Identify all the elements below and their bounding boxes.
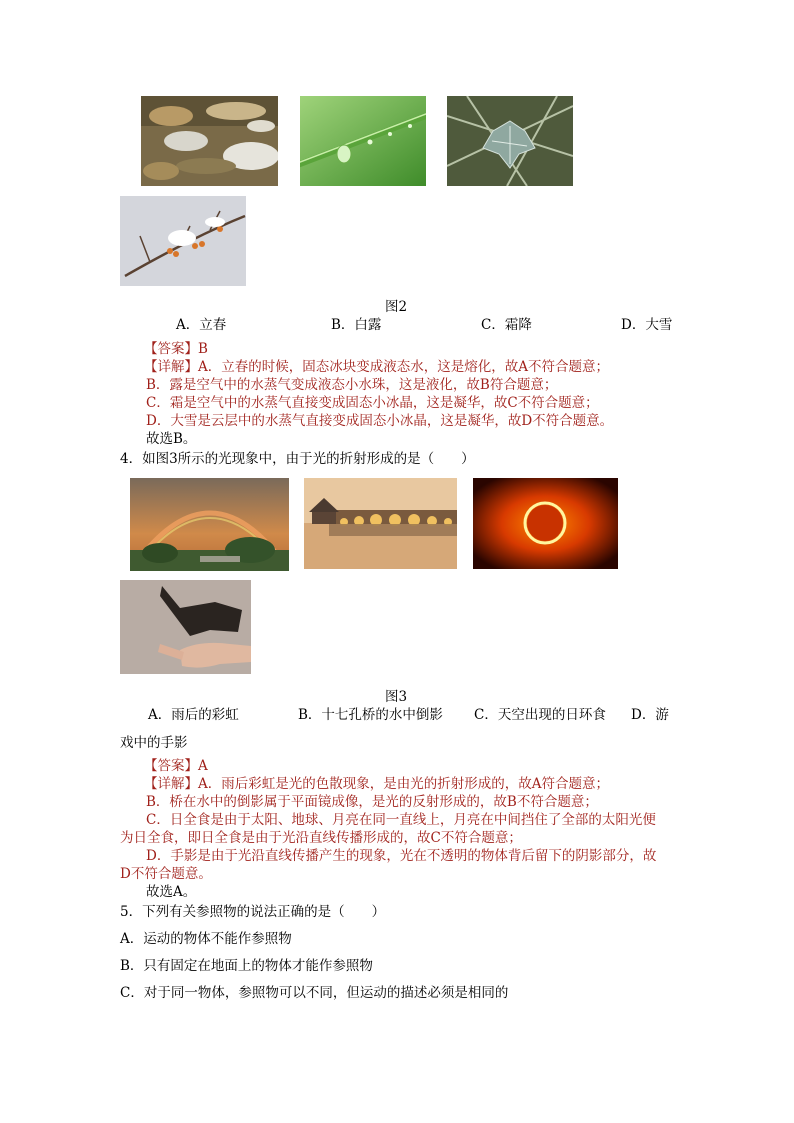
figure3-caption: 图3 [385, 689, 408, 705]
photo-thawing-ice [141, 96, 278, 186]
q3-explain-line: C．霜是空气中的水蒸气直接变成固态小冰晶，这是凝华，故C不符合题意； [146, 395, 599, 411]
q5-option-c: C．对于同一物体，参照物可以不同，但运动的描述必须是相同的 [120, 985, 509, 1001]
q4-option-d: D．游 [631, 707, 669, 723]
fig2-option-d: D．大雪 [621, 317, 673, 333]
q4-answer: 【答案】A [144, 758, 208, 774]
q3-explain-line: B．露是空气中的水蒸气变成液态小水珠，这是液化，故B符合题意； [146, 377, 558, 393]
q4-option-a: A．雨后的彩虹 [148, 707, 239, 723]
photo-hand-shadow [120, 580, 251, 674]
q4-stem: 4．如图3所示的光现象中，由于光的折射形成的是（ ） [120, 451, 475, 467]
photo-heavy-snow [120, 196, 246, 286]
q5-option-a: A．运动的物体不能作参照物 [120, 931, 292, 947]
q4-option-c: C．天空出现的日环食 [474, 707, 606, 723]
photo-rainbow [130, 478, 289, 571]
q4-option-b: B．十七孔桥的水中倒影 [298, 707, 443, 723]
q4-explain-line: D不符合题意。 [120, 866, 212, 882]
photo-seventeen-arch-bridge [304, 478, 457, 569]
photo-dew-drop [300, 96, 426, 186]
q5-stem: 5．下列有关参照物的说法正确的是（ ） [120, 904, 386, 920]
q4-explain-line: D．手影是由于光沿直线传播产生的现象，光在不透明的物体背后留下的阴影部分，故 [146, 848, 657, 864]
q3-explain-line: 【详解】A．立春的时候，固态冰块变成液态水，这是熔化，故A不符合题意； [144, 359, 609, 375]
q4-explain-line: 【详解】A．雨后彩虹是光的色散现象，是由光的折射形成的，故A符合题意； [144, 776, 609, 792]
q5-option-b: B．只有固定在地面上的物体才能作参照物 [120, 958, 373, 974]
fig2-option-c: C．霜降 [481, 317, 532, 333]
q3-answer: 【答案】B [144, 341, 208, 357]
photo-annular-eclipse [473, 478, 618, 569]
photo-frost-leaf [447, 96, 573, 186]
q4-explain-line: C．日全食是由于太阳、地球、月亮在同一直线上，月亮在中间挡住了全部的太阳光便 [146, 812, 656, 828]
q4-conclusion: 故选A。 [146, 884, 197, 900]
fig2-option-b: B．白露 [331, 317, 382, 333]
fig2-option-a: A．立春 [176, 317, 227, 333]
q4-explain-line: B．桥在水中的倒影属于平面镜成像，是光的反射形成的，故B不符合题意； [146, 794, 598, 810]
q4-option-d-wrap: 戏中的手影 [120, 735, 188, 751]
q3-explain-line: D．大雪是云层中的水蒸气直接变成固态小冰晶，这是凝华，故D不符合题意。 [146, 413, 614, 429]
figure2-caption: 图2 [385, 299, 408, 315]
q4-explain-line: 为日全食，即日全食是由于光沿直线传播形成的，故C不符合题意； [120, 830, 522, 846]
q3-conclusion: 故选B。 [146, 431, 197, 447]
